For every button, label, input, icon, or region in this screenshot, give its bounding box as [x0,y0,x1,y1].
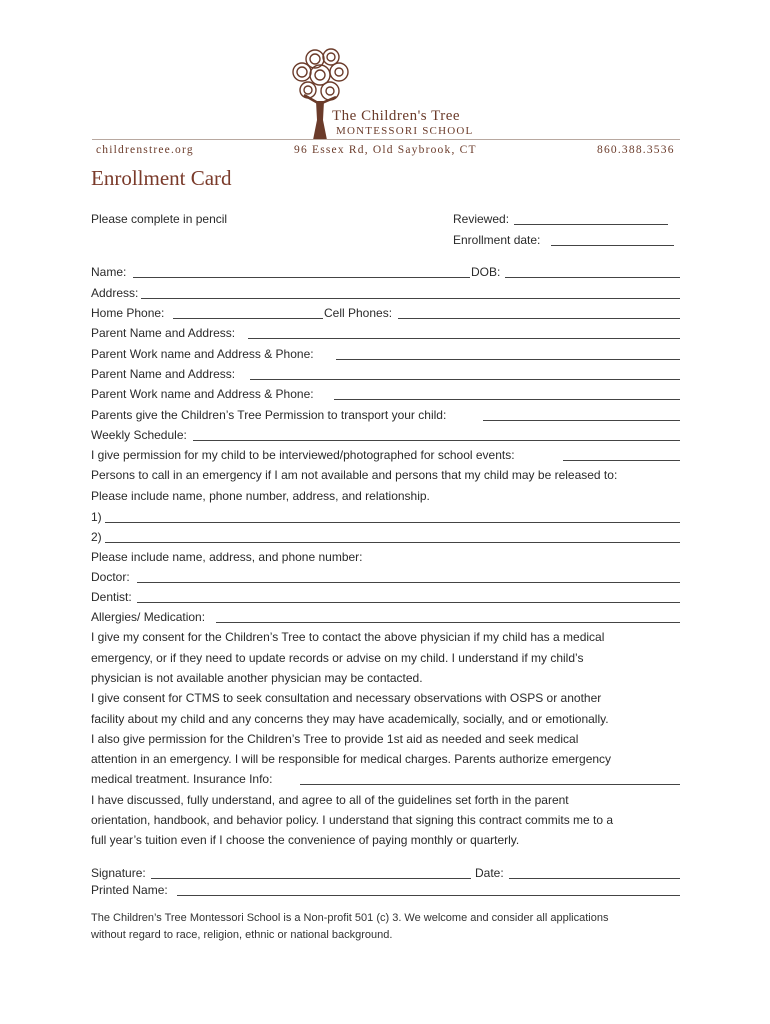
insurance-field[interactable] [300,784,680,785]
school-logo [280,45,495,145]
physician-include: Please include name, address, and phone number: [91,550,363,564]
footer-line-1: The Children’s Tree Montessori School is a Non-profit 501 (c) 3. We welcome and consider all applications [91,912,609,924]
consent-line: emergency, or if they need to update records or advise on my child. I understand if my child’s [91,651,584,665]
emergency-intro: Persons to call in an emergency if I am not available and persons that my child may be released to: [91,468,618,482]
allergies-label: Allergies/ Medication: [91,610,206,624]
consent-line: physician is not available another physician may be contacted. [91,671,423,685]
school-address: 96 Essex Rd, Old Saybrook, CT [294,144,477,156]
reviewed-field[interactable] [514,224,668,225]
parent-work-2-field[interactable] [334,399,680,400]
school-phone: 860.388.3536 [597,144,675,156]
form-title: Enrollment Card [91,166,232,190]
agreement-line: orientation, handbook, and behavior policy. I understand that signing this contract commits me to a [91,813,614,827]
consent-line: I give my consent for the Children’s Tree to contact the above physician if my child has a medical [91,630,605,644]
signature-label: Signature: [91,866,146,880]
consent-line: facility about my child and any concerns they may have academically, socially, and or emotionally. [91,712,609,726]
school-website: childrenstree.org [96,144,194,156]
emergency-include: Please include name, phone number, address, and relationship. [91,489,430,503]
parent-work-2-label: Parent Work name and Address & Phone: [91,387,314,401]
nonprofit-footer [91,910,608,944]
agreement-line: I have discussed, fully understand, and agree to all of the guidelines set forth in the parent [91,793,569,807]
dentist-label: Dentist: [91,590,132,604]
name-field[interactable] [133,277,470,278]
contact-1-field[interactable] [105,522,680,523]
doctor-label: Doctor: [91,570,130,584]
home-phone-label: Home Phone: [91,306,165,320]
consent-line: I also give permission for the Children’s Tree to provide 1st aid as needed and seek medical [91,732,579,746]
footer-line-2: without regard to race, religion, ethnic or national background. [91,929,393,941]
home-phone-field[interactable] [173,318,323,319]
insurance-label: medical treatment. Insurance Info: [91,772,273,786]
school-name: The Children's Tree [332,108,461,124]
parent-name-address-2-label: Parent Name and Address: [91,367,236,381]
transport-label: Parents give the Children’s Tree Permission to transport your child: [91,408,447,422]
enrollment-date-field[interactable] [551,245,674,246]
parent-name-address-2-field[interactable] [250,379,680,380]
interview-field[interactable] [563,460,680,461]
cell-phones-field[interactable] [398,318,680,319]
printed-name-field[interactable] [177,895,680,896]
doctor-field[interactable] [137,582,680,583]
agreement-line: full year’s tuition even if I choose the convenience of paying monthly or quarterly. [91,833,520,847]
consent-line: attention in an emergency. I will be responsible for medical charges. Parents authorize emergency [91,752,612,766]
weekly-schedule-field[interactable] [193,440,680,441]
parent-name-address-1-label: Parent Name and Address: [91,326,236,340]
date-label: Date: [475,866,504,880]
cell-phones-label: Cell Phones: [324,306,393,320]
date-field[interactable] [509,878,680,879]
signature-field[interactable] [151,878,471,879]
weekly-schedule-label: Weekly Schedule: [91,428,187,442]
transport-field[interactable] [483,420,680,421]
allergies-field[interactable] [216,622,680,623]
printed-name-label: Printed Name: [91,883,168,897]
dentist-field[interactable] [137,602,680,603]
pencil-instruction: Please complete in pencil [91,212,228,226]
contact-2-label: 2) [91,530,102,544]
address-label: Address: [91,286,139,300]
interview-label: I give permission for my child to be interviewed/photographed for school events: [91,448,515,462]
consent-line: I give consent for CTMS to seek consultation and necessary observations with OSPS or another [91,691,602,705]
school-subtitle: MONTESSORI SCHOOL [336,125,474,137]
address-field[interactable] [141,298,680,299]
name-label: Name: [91,265,127,279]
contact-2-field[interactable] [105,542,680,543]
reviewed-label: Reviewed: [453,212,510,226]
dob-field[interactable] [505,277,680,278]
contact-1-label: 1) [91,510,102,524]
parent-name-address-1-field[interactable] [248,338,680,339]
contact-row [92,139,680,156]
parent-work-1-field[interactable] [336,359,680,360]
enrollment-date-label: Enrollment date: [453,233,541,247]
parent-work-1-label: Parent Work name and Address & Phone: [91,347,314,361]
dob-label: DOB: [471,265,501,279]
